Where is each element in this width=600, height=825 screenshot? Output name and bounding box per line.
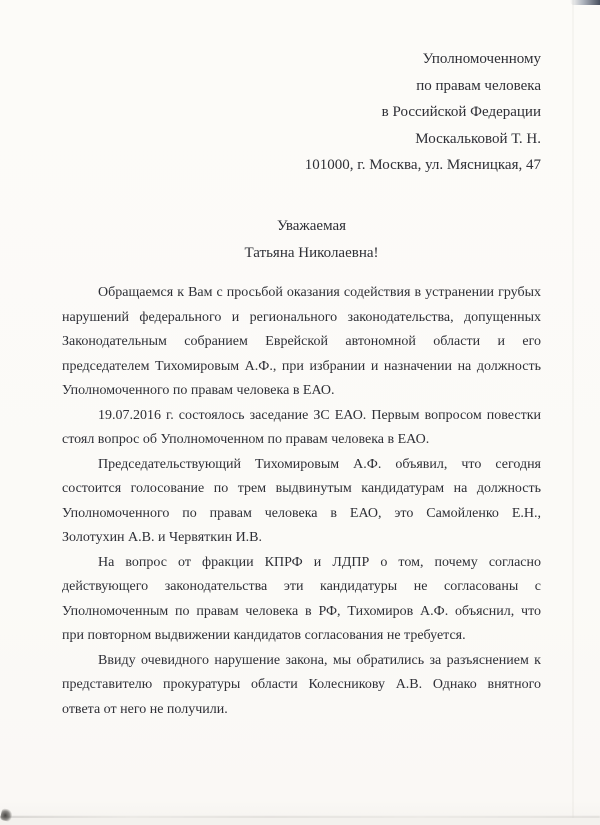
recipient-line: в Российской Федерации <box>381 104 541 120</box>
body-line: Ввиду очевидного нарушение закона, мы обратились за разъяснением к <box>98 652 541 668</box>
recipient-line: Москальковой Т. Н. <box>415 130 541 147</box>
body-line: Обращаемся к Вам с просьбой оказания содействия в устранении грубых <box>98 285 541 300</box>
body-line: при повторном выдвижении кандидатов согласования не требуется. <box>62 628 466 643</box>
body-line: председателем Тихомировым А.Ф., при избрании и назначении на должность <box>62 358 541 374</box>
scan-edge-bottom-strip <box>0 818 600 825</box>
paragraph <box>62 551 541 649</box>
body-line: Уполномоченного по правам человека в ЕАО, это Самойленко Е.Н., <box>62 505 541 521</box>
salutation-line: Уважаемая <box>276 218 347 234</box>
body-line: На вопрос от фракции КПРФ и ЛДПР о том, почему согласно <box>98 554 541 570</box>
body-line: нарушений федерального и регионального законодательства, допущенных <box>62 309 541 325</box>
body-line: Уполномоченным по правам человека в РФ, Тихомиров А.Ф. объяснил, что <box>62 603 541 619</box>
recipient-line: 101000, г. Москва, ул. Мясницкая, 47 <box>304 157 541 173</box>
body-line: Председательствующий Тихомировым А.Ф. объявил, что сегодня <box>98 456 541 472</box>
salutation-block <box>72 213 551 267</box>
body-line: представителю прокуратуры области Колесникову А.В. Однако внятного <box>62 677 541 692</box>
body-line: действующего законодательства эти кандидатуры не согласованы с <box>62 579 541 594</box>
recipient-line: Уполномоченному <box>422 51 541 67</box>
body-line: Золотухин А.В. и Червяткин И.В. <box>62 530 263 545</box>
letter-body <box>62 281 541 722</box>
paragraph <box>62 404 541 453</box>
paragraph <box>62 281 541 404</box>
paragraph <box>62 649 541 723</box>
paragraph <box>62 453 541 551</box>
body-line: Уполномоченного по правам человека в ЕАО. <box>62 383 335 398</box>
salutation-line: Татьяна Николаевна! <box>244 245 379 261</box>
recipient-line: по правам человека <box>416 77 541 94</box>
body-line: ответа от него не получили. <box>62 701 228 717</box>
body-line: Законодательным собранием Еврейской автономной области и его <box>62 334 541 349</box>
scan-artifact-top-right <box>570 0 600 5</box>
body-line: 19.07.2016 г. состоялось заседание ЗС ЕАО. Первым вопросом повестки <box>98 407 541 423</box>
body-line: состоится голосование по трем выдвинутым кандидатурам на должность <box>62 481 541 496</box>
scan-artifact-vertical-line <box>572 0 574 825</box>
body-line: стоял вопрос об Уполномоченном по правам человека в ЕАО. <box>62 432 430 447</box>
recipient-block <box>305 46 541 179</box>
